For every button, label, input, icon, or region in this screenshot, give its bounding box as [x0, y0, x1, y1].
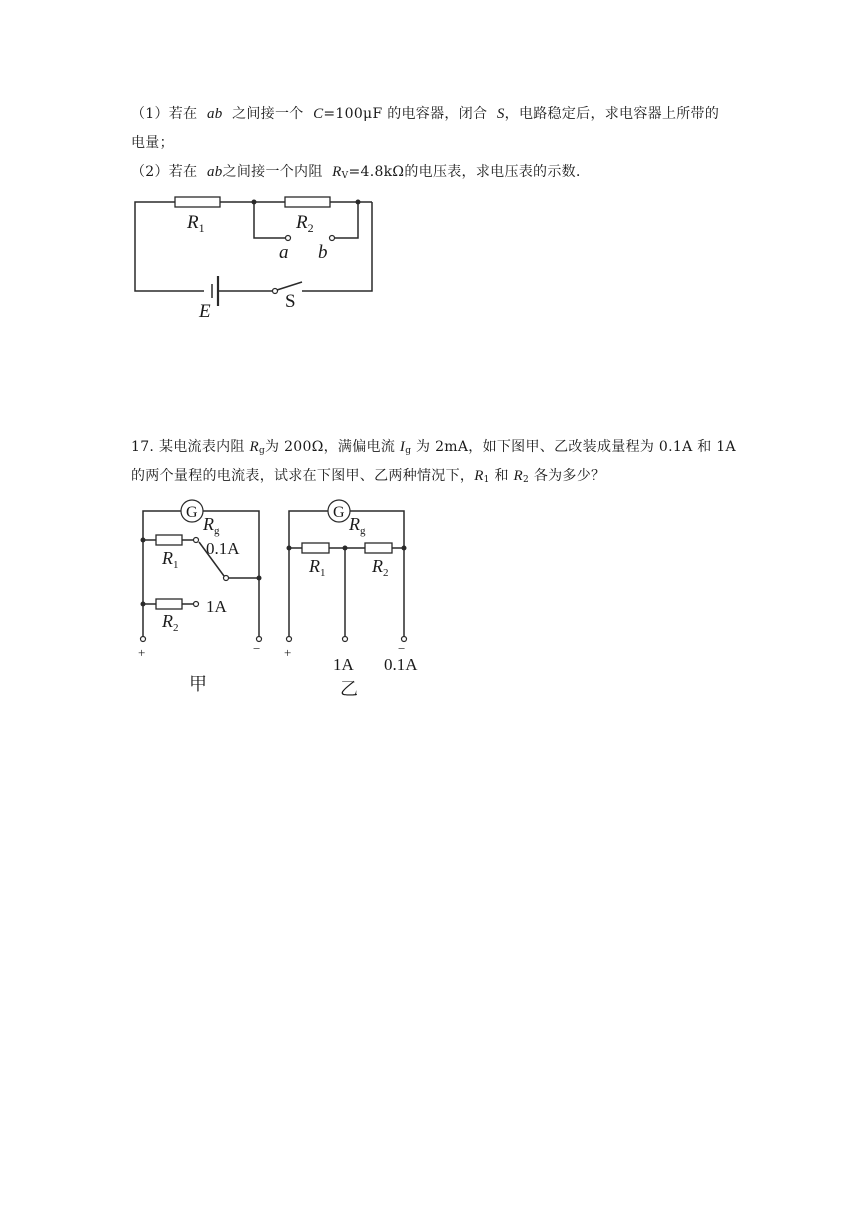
svg-text:R2: $R_2$: [372, 556, 389, 579]
svg-text:a: a: [279, 242, 289, 263]
svg-text:R2: $R_2$: [296, 212, 314, 235]
svg-text:R1: $R_1$: [162, 548, 179, 571]
svg-text:R1: $R_1$: [309, 556, 326, 579]
svg-text:G: G: [186, 504, 198, 521]
svg-text:1A: 1A: [206, 597, 227, 616]
q16-part1-line1: （1）若在 ab 之间接一个 C=100μF 的电容器，闭合 S，电路稳定后，求电容器上所带的: [131, 106, 720, 122]
svg-text:+: +: [284, 645, 292, 660]
svg-text:0.1A: 0.1A: [206, 539, 240, 558]
svg-text:−: −: [253, 641, 261, 656]
q17-line2: 的两个量程的电流表，试求在下图甲、乙两种情况下，$R_1$ 和 $R_2$ 各为多少？: [131, 468, 606, 485]
svg-text:R2: $R_2$: [162, 611, 179, 634]
q17-yi-1a-terminal: [343, 637, 348, 642]
q17-yi-r2-resistor: [365, 543, 392, 553]
svg-text:甲: 甲: [189, 674, 207, 694]
svg-text:Rg: $R_g$: [349, 514, 366, 537]
svg-text:乙: 乙: [340, 679, 358, 699]
svg-text:S: S: [285, 291, 296, 312]
svg-text:R1: $R_1$: [187, 212, 205, 235]
svg-text:E: E: [199, 301, 211, 322]
svg-text:Rg: $R_g$: [203, 514, 220, 537]
svg-text:0.1A: 0.1A: [384, 655, 418, 674]
q16-part1-line2: 电量；: [131, 135, 174, 151]
q16-part2-line: （2）若在 ab之间接一个内阻 $R_V=4.8k\Omega$的电压表，求电压表的示数．: [131, 164, 591, 181]
svg-text:+: +: [138, 645, 146, 660]
q17-yi-plus-terminal: [287, 637, 292, 642]
q17-yi-r1-resistor: [302, 543, 329, 553]
svg-text:−: −: [398, 641, 406, 656]
svg-text:1A: 1A: [333, 655, 354, 674]
svg-text:G: G: [333, 504, 345, 521]
q17-line1: 17. 某电流表内阻 $R_g$为 200Ω，满偏电流 $I_g$ 为 2mA，如下图甲、乙改装成量程为 0.1A 和 1A: [131, 439, 736, 456]
svg-text:b: b: [318, 242, 328, 263]
